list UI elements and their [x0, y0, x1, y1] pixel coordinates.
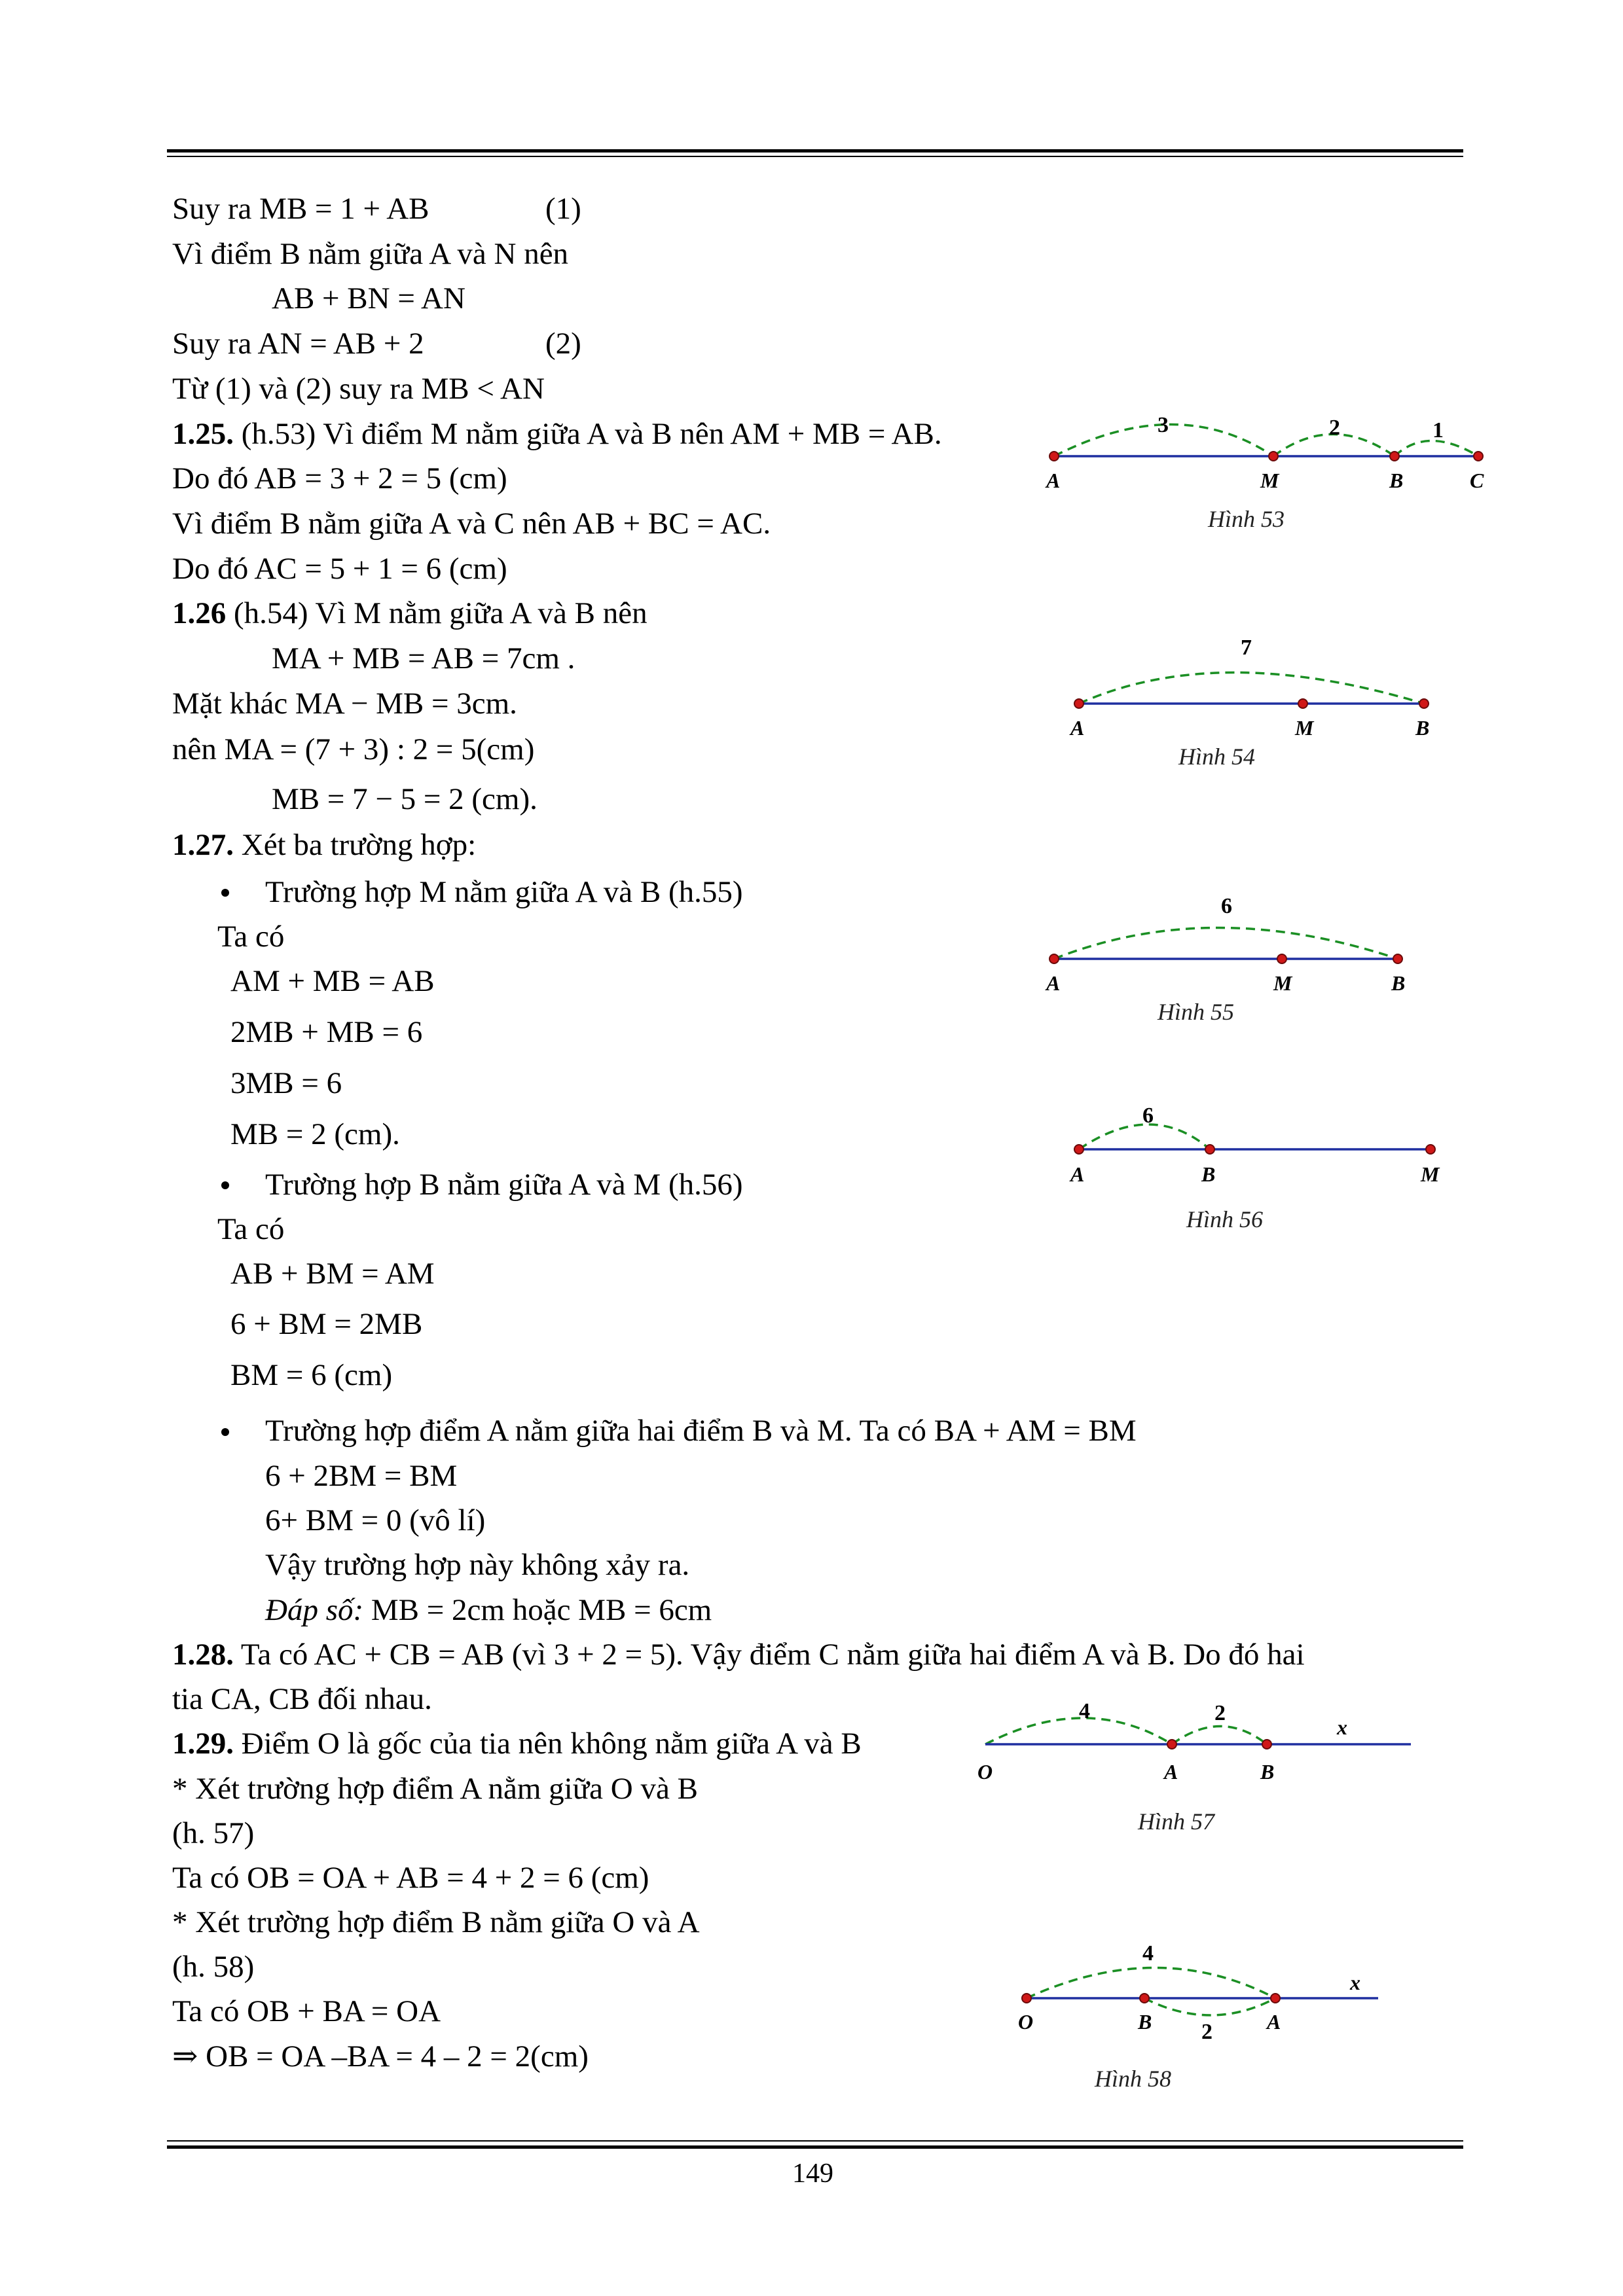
point	[1277, 954, 1286, 963]
line-31-text: MB = 2cm hoặc MB = 6cm	[363, 1593, 712, 1627]
point-label: B	[1415, 716, 1430, 740]
line-7: Do đó AB = 3 + 2 = 5 (cm)	[172, 461, 507, 495]
point	[1049, 452, 1059, 461]
length-label: 3	[1158, 413, 1169, 437]
line-24: AB + BM = AM	[230, 1257, 435, 1291]
point-label: B	[1391, 971, 1406, 995]
line-36: (h. 57)	[172, 1816, 255, 1850]
line-11: MA + MB = AB = 7cm .	[272, 641, 575, 675]
ray-label: x	[1337, 1715, 1347, 1739]
point	[1022, 1994, 1031, 2003]
line-25: 6 + BM = 2MB	[230, 1307, 423, 1341]
point	[1167, 1740, 1176, 1749]
figure-caption: Hình 54	[1178, 744, 1255, 770]
line-8: Vì điểm B nằm giữa A và C nên AB + BC = AC.	[172, 507, 771, 541]
point-label: M	[1260, 469, 1279, 492]
figure-caption: Hình 56	[1186, 1206, 1263, 1232]
point-label: A	[1070, 1162, 1085, 1186]
point-label: B	[1201, 1162, 1216, 1186]
point-label: M	[1273, 971, 1292, 995]
page-number: 149	[792, 2159, 833, 2189]
point-label: A	[1070, 716, 1085, 740]
arc-ab	[1054, 928, 1398, 960]
length-label: 2	[1329, 416, 1340, 440]
line-32-text: Ta có AC + CB = AB (vì 3 + 2 = 5). Vậy điểm C nằm giữa hai điểm A và B. Do đó hai	[234, 1638, 1305, 1672]
point-label: O	[1018, 2010, 1034, 2034]
line-17: Ta có	[217, 920, 285, 954]
line-21: MB = 2 (cm).	[230, 1117, 400, 1151]
point-label: A	[1046, 469, 1061, 492]
figure-caption: Hình 57	[1138, 1808, 1214, 1835]
line-34-text: Điểm O là gốc của tia nên không nằm giữa A và B	[234, 1727, 862, 1761]
point	[1269, 452, 1278, 461]
arc-oa	[1027, 1968, 1275, 1999]
arc-ab	[1172, 1727, 1267, 1745]
exercise-1-27-label: 1.27.	[172, 828, 234, 862]
line-4-ref: (2)	[545, 327, 581, 361]
point-label: A	[1164, 1760, 1178, 1784]
point-label: A	[1267, 2010, 1281, 2034]
line-15-text: Xét ba trường hợp:	[234, 828, 477, 862]
point	[1271, 1994, 1280, 2003]
point	[1419, 699, 1429, 708]
point	[1074, 1145, 1084, 1154]
exercise-1-26-label: 1.26	[172, 596, 227, 630]
length-label: 6	[1221, 894, 1232, 918]
footer-rule	[167, 2145, 1463, 2149]
line-41: ⇒ OB = OA –BA = 4 – 2 = 2(cm)	[172, 2039, 589, 2073]
line-18: AM + MB = AB	[230, 964, 435, 998]
figure-caption: Hình 58	[1095, 2066, 1171, 2092]
point-label: O	[977, 1760, 993, 1784]
point	[1474, 452, 1483, 461]
line-33: tia CA, CB đối nhau.	[172, 1682, 432, 1716]
line-39: (h. 58)	[172, 1950, 255, 1984]
line-23: Ta có	[217, 1212, 285, 1246]
point	[1426, 1145, 1435, 1154]
point	[1140, 1994, 1149, 2003]
figure-caption: Hình 55	[1158, 999, 1234, 1025]
line-26: BM = 6 (cm)	[230, 1358, 393, 1392]
point	[1205, 1145, 1214, 1154]
point	[1298, 699, 1307, 708]
exercise-1-25-label: 1.25.	[172, 417, 234, 451]
point-label: M	[1421, 1162, 1440, 1186]
point-label: C	[1470, 469, 1484, 492]
length-label: 6	[1142, 1103, 1154, 1128]
line-14: MB = 7 − 5 = 2 (cm).	[272, 782, 538, 816]
line-6-text: (h.53) Vì điểm M nằm giữa A và B nên AM + MB = AB.	[234, 417, 942, 451]
line-1-main: Suy ra MB = 1 + AB	[172, 192, 429, 226]
line-10-text: (h.54) Vì M nằm giữa A và B nên	[226, 596, 647, 630]
point-label: B	[1138, 2010, 1152, 2034]
line-3: AB + BN = AN	[272, 281, 465, 315]
length-label: 1	[1432, 418, 1444, 442]
answer-label: Đáp số:	[265, 1593, 364, 1627]
arc-ab	[1079, 1124, 1210, 1149]
arc-ab	[1079, 673, 1424, 704]
line-19: 2MB + MB = 6	[230, 1015, 423, 1049]
line-4-main: Suy ra AN = AB + 2	[172, 327, 424, 361]
line-30: Vậy trường hợp này không xảy ra.	[265, 1548, 690, 1582]
point-label: M	[1295, 716, 1314, 740]
footer-rule-thin	[167, 2140, 1463, 2142]
line-16: Trường hợp M nằm giữa A và B (h.55)	[265, 875, 743, 909]
line-27: Trường hợp điểm A nằm giữa hai điểm B và M. Ta có BA + AM = BM	[265, 1414, 1137, 1448]
length-label: 2	[1201, 2020, 1213, 2044]
line-13: nên MA = (7 + 3) : 2 = 5(cm)	[172, 732, 535, 766]
line-12: Mặt khác MA − MB = 3cm.	[172, 687, 517, 721]
line-28: 6 + 2BM = BM	[265, 1459, 458, 1493]
line-37: Ta có OB = OA + AB = 4 + 2 = 6 (cm)	[172, 1861, 649, 1895]
length-label: 4	[1079, 1699, 1090, 1723]
figure-caption: Hình 53	[1208, 506, 1285, 532]
exercise-1-28-label: 1.28.	[172, 1638, 234, 1672]
line-22: Trường hợp B nằm giữa A và M (h.56)	[265, 1168, 743, 1202]
point	[1049, 954, 1059, 963]
point	[1390, 452, 1399, 461]
exercise-1-29-label: 1.29.	[172, 1727, 234, 1761]
point	[1393, 954, 1402, 963]
point-label: B	[1389, 469, 1404, 492]
line-9: Do đó AC = 5 + 1 = 6 (cm)	[172, 552, 507, 586]
line-1-ref: (1)	[545, 192, 581, 226]
point-label: B	[1260, 1760, 1275, 1784]
line-20: 3MB = 6	[230, 1066, 342, 1100]
arc-bc	[1395, 441, 1478, 457]
line-40: Ta có OB + BA = OA	[172, 1994, 441, 2028]
line-29: 6+ BM = 0 (vô lí)	[265, 1503, 486, 1537]
line-35: * Xét trường hợp điểm A nằm giữa O và B	[172, 1772, 698, 1806]
line-2: Vì điểm B nằm giữa A và N nên	[172, 237, 569, 271]
point	[1262, 1740, 1271, 1749]
length-label: 2	[1214, 1701, 1226, 1725]
length-label: 4	[1142, 1941, 1154, 1965]
line-38: * Xét trường hợp điểm B nằm giữa O và A	[172, 1905, 700, 1939]
point	[1074, 699, 1084, 708]
length-label: 7	[1241, 636, 1252, 660]
ray-label: x	[1350, 1971, 1360, 1994]
arc-ba	[1144, 1998, 1275, 2015]
line-5: Từ (1) và (2) suy ra MB < AN	[172, 372, 545, 406]
point-label: A	[1046, 971, 1061, 995]
